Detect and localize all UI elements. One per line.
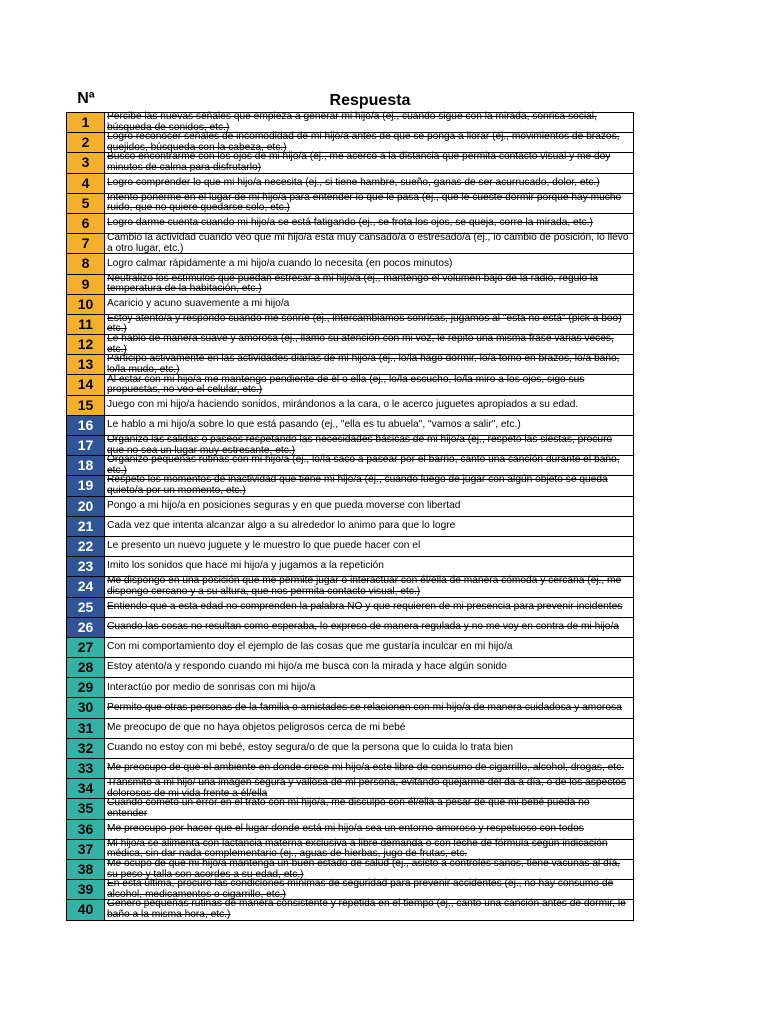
row-number: 11	[66, 315, 105, 334]
row-number: 21	[66, 517, 105, 536]
row-response-text	[105, 436, 634, 455]
row-number: 10	[66, 295, 105, 314]
response-text: Estoy atento/a y respondo cuando me sonríe (ej., intercambiamos sonrisas, jugamos al "esta no está" (pick a boo) etc.)	[107, 312, 622, 335]
row-number: 32	[66, 739, 105, 758]
table-row	[66, 779, 634, 799]
table-row	[66, 759, 634, 779]
response-text: Cuando las cosas no resultan como esperaba, lo expreso de manera regulada y no me voy en contra de mi hijo/a	[107, 621, 619, 633]
row-number: 2	[66, 133, 105, 152]
table-row	[66, 678, 634, 698]
row-response-text	[105, 174, 634, 193]
table-row	[66, 537, 634, 557]
table-row	[66, 133, 634, 153]
row-response-text	[105, 557, 634, 576]
row-response-text	[105, 900, 634, 919]
row-number: 30	[66, 698, 105, 717]
table-row	[66, 618, 634, 638]
response-text: Juego con mi hijo/a haciendo sonidos, mirándonos a la cara, o le acerco juguetes apropiados a su edad.	[107, 398, 579, 410]
row-response-text	[105, 476, 634, 495]
row-number: 36	[66, 820, 105, 839]
row-number: 24	[66, 577, 105, 596]
response-text: Con mi comportamiento doy el ejemplo de las cosas que me gustaría inculcar en mi hijo/a	[107, 641, 513, 653]
row-response-text	[105, 153, 634, 172]
table-row	[66, 396, 634, 416]
table-row	[66, 860, 634, 880]
row-number: 23	[66, 557, 105, 576]
response-text: Estoy atento/a y respondo cuando mi hijo/a me busca con la mirada y hace algún sonido	[107, 661, 507, 673]
row-response-text	[105, 618, 634, 637]
table-row	[66, 234, 634, 254]
response-text: Organizo las salidas o paseos respetando las necesidades básicas de mi hijo/a (ej., respeto las siestas, procuro que no sea un lugar muy estresante, etc.)	[107, 434, 613, 456]
row-number: 3	[66, 153, 105, 172]
row-response-text	[105, 234, 634, 253]
row-response-text	[105, 214, 634, 233]
row-number: 40	[66, 900, 105, 919]
table-row	[66, 799, 634, 819]
response-text: Interactúo por medio de sonrisas con mi hijo/a	[107, 681, 316, 693]
table-row	[66, 191, 634, 214]
response-text: Genero pequeñas rutinas de manera consistente y repetida en el tiempo (ej., canto una canción antes de dormir, le baño a la misma hora, etc.)	[107, 898, 626, 920]
row-number: 33	[66, 759, 105, 778]
table-row	[66, 837, 634, 860]
row-response-text	[105, 416, 634, 435]
response-text: Me preocupo de que el ambiente en donde crece mi hijo/a este libre de consumo de cigarrillo, alcohol, drogas, etc.	[107, 762, 625, 774]
row-number: 9	[66, 275, 105, 294]
row-response-text	[105, 759, 634, 778]
row-response-text	[105, 456, 634, 475]
table-row	[66, 557, 634, 577]
table-row	[66, 638, 634, 658]
response-text: Le hablo a mi hijo/a sobre lo que está pasando (ej., "ella es tu abuela", "vamos a salir", etc.)	[107, 419, 521, 431]
response-text: Logro comprender lo que mi hijo/a necesita (ej., si tiene hambre, sueño, ganas de ser acurrucado, dolor, etc.)	[107, 176, 600, 188]
row-number: 35	[66, 799, 105, 818]
row-number: 15	[66, 396, 105, 415]
number-column-header: Nª	[77, 90, 95, 107]
response-text: Cambio la actividad cuando veo que mi hijo/a esta muy cansado/a o estresado/a (ej., lo cambio de posición, lo llevo a otro lugar, etc.)	[107, 232, 629, 254]
table-row	[66, 335, 634, 355]
table-row	[66, 312, 634, 335]
row-number: 37	[66, 840, 105, 859]
row-number: 1	[66, 113, 105, 132]
response-text: Imito los sonidos que hace mi hijo/a y jugamos a la repetición	[107, 560, 384, 572]
response-text: Logro reconocer señales de incomodidad de mi hijo/a antes de que se ponga a llorar (ej., movimientos de brazos, quejidos, búsqueda con la cabeza, etc.)	[107, 131, 620, 153]
row-response-text	[105, 638, 634, 657]
row-response-text	[105, 295, 634, 314]
response-text: En esta última, procuro las condiciones mínimas de seguridad para prevenir accidentes (ej., no hay consumo de alcohol, medicamentos o cigarrillo, etc.)	[107, 878, 614, 900]
row-response-text	[105, 719, 634, 738]
row-response-text	[105, 375, 634, 394]
table-row	[66, 436, 634, 456]
table-row	[66, 375, 634, 395]
table-row	[66, 295, 634, 315]
row-response-text	[105, 355, 634, 374]
row-number: 18	[66, 456, 105, 475]
response-table	[66, 112, 634, 921]
row-number: 16	[66, 416, 105, 435]
table-row	[66, 598, 634, 618]
response-text: Le hablo de manera suave y amorosa (ej., llamo su atención con mi voz, le repito una misma frase varias veces, etc.)	[107, 333, 614, 355]
response-text: Cuando cometo un error en el trato con mi hijo/a, me disculpo con él/ella a pesar de que mi bebé pueda no entender	[107, 797, 590, 819]
table-row	[66, 658, 634, 678]
response-text: Me ocupo de que mi hijo/a mantenga un buen estado de salud (ej., asisto a controles sanos, tiene vacunas al día, su peso y talla son acordes a su edad, etc.)	[107, 858, 621, 880]
row-number: 25	[66, 598, 105, 617]
row-response-text	[105, 658, 634, 677]
row-number: 22	[66, 537, 105, 556]
table-row	[66, 254, 634, 274]
table-row	[66, 113, 634, 133]
row-number: 34	[66, 779, 105, 798]
row-response-text	[105, 820, 634, 839]
table-row	[66, 355, 634, 375]
row-response-text	[105, 335, 634, 354]
table-row	[66, 698, 634, 718]
row-number: 7	[66, 234, 105, 253]
response-text: Me dispongo en una posición que me permite jugar o interactuar con él/ella de manera cómoda y cercana (ej., me dispongo cercano y a su altura, que nos permita contacto visual, etc.)	[107, 575, 622, 597]
response-text: Permito que otras personas de la familia o amistades se relacionen con mi hijo/a de manera cuidadosa y amorosa	[107, 701, 622, 713]
response-text: Al estar con mi hijo/a me mantengo pendiente de él o ella (ej., lo/la escucho, lo/la miro a los ojos, sigo sus propuestas, no veo el celular, etc.)	[107, 373, 585, 396]
row-response-text	[105, 799, 634, 818]
table-row	[66, 577, 634, 597]
row-number: 8	[66, 254, 105, 273]
row-number: 39	[66, 880, 105, 899]
response-text: Percibe las nuevas señales que empieza a generar mi hijo/a (ej., cuando sigue con la mirada, sonrisa social, búsqueda de sonidos, etc.)	[107, 111, 597, 133]
response-text: Organizo pequeñas rutinas con mi hijo/a (ej., lo/la saco a pasear por el barrio, canto una canción durante el baño, etc.)	[107, 454, 620, 476]
row-number: 26	[66, 618, 105, 637]
response-text: Respeto los momentos de inactividad que tiene mi hijo/a (ej., cuando luego de jugar con algún objeto se queda quieto/a por un momento, etc.)	[107, 474, 608, 496]
response-text: Entiendo que a esta edad no comprenden la palabra NO y que requieren de mi presencia para prevenir incidentes	[107, 600, 623, 612]
table-row	[66, 517, 634, 537]
row-response-text	[105, 254, 634, 273]
response-text: Busco encontrarme con los ojos de mi hijo/a (ej., me acerco a la distancia que permita contacto visual y me doy minutos de calma para disfrutarlo)	[107, 151, 611, 173]
row-number: 14	[66, 375, 105, 394]
row-response-text	[105, 598, 634, 617]
table-row	[66, 900, 634, 920]
row-response-text	[105, 517, 634, 536]
row-number: 38	[66, 860, 105, 879]
row-response-text	[105, 678, 634, 697]
row-number: 17	[66, 436, 105, 455]
row-response-text	[105, 497, 634, 516]
response-text: Pongo a mi hijo/a en posiciones seguras y en que pueda moverse con libertad	[107, 499, 461, 511]
row-response-text	[105, 739, 634, 758]
table-row	[66, 719, 634, 739]
table-row	[66, 497, 634, 517]
response-text: Me preocupo de que no haya objetos peligrosos cerca de mi bebé	[107, 721, 406, 733]
row-number: 13	[66, 355, 105, 374]
table-row	[66, 880, 634, 900]
row-response-text	[105, 837, 634, 860]
row-response-text	[105, 577, 634, 596]
response-text: Logro calmar rápidamente a mi hijo/a cuando lo necesita (en pocos minutos)	[107, 257, 453, 269]
row-number: 6	[66, 214, 105, 233]
row-number: 27	[66, 638, 105, 657]
row-response-text	[105, 779, 634, 798]
table-row	[66, 214, 634, 234]
table-row	[66, 456, 634, 476]
row-number: 5	[66, 194, 105, 213]
table-row	[66, 476, 634, 496]
table-header	[66, 90, 634, 110]
table-row	[66, 174, 634, 194]
row-number: 29	[66, 678, 105, 697]
row-number: 12	[66, 335, 105, 354]
row-response-text	[105, 698, 634, 717]
row-response-text	[105, 272, 634, 295]
response-text: Le presento un nuevo juguete y le muestro lo que puede hacer con el	[107, 540, 421, 552]
row-response-text	[105, 133, 634, 152]
table-row	[66, 272, 634, 295]
row-response-text	[105, 860, 634, 879]
row-number: 31	[66, 719, 105, 738]
row-number: 19	[66, 476, 105, 495]
row-number: 20	[66, 497, 105, 516]
table-row	[66, 153, 634, 173]
table-row	[66, 416, 634, 436]
response-text: Logro darme cuenta cuando mi hijo/a se está fatigando (ej., se frota los ojos, se queja, corre la mirada, etc.)	[107, 217, 593, 229]
response-text: Participo activamente en las actividades diarias de mi hijo/a (ej., lo/la hago dormir, lo/a tomo en brazos, lo/a baño, lo/la mudo, etc.)	[107, 353, 620, 375]
row-number: 4	[66, 174, 105, 193]
row-number: 28	[66, 658, 105, 677]
response-text: Neutralizo los estímulos que puedan estresar a mi hijo/a (ej., mantengo el volumen bajo de la radio, regulo la temperatura de la habitación, etc.)	[107, 272, 598, 295]
response-column-header: Respuesta	[329, 92, 411, 109]
row-response-text	[105, 113, 634, 132]
response-text: Transmito a mi hijo/ una imagen segura y valiosa de mi persona, evitando quejarme del da a día, o de los aspectos dolorosos de mi vida frente a él/ella	[107, 777, 626, 799]
response-text: Acaricio y acuno suavemente a mi hijo/a	[107, 298, 290, 310]
row-response-text	[105, 396, 634, 415]
row-response-text	[105, 312, 634, 335]
row-response-text	[105, 880, 634, 899]
response-text: Intento ponerme en el lugar de mi hijo/a para entender lo que le pasa (ej., que le cueste dormir porque hay mucho ruido, que no quiere quedarse solo, etc.)	[107, 191, 622, 214]
table-row	[66, 739, 634, 759]
response-text: Cuando no estoy con mi bebé, estoy segura/o de que la persona que lo cuida lo trata bien	[107, 742, 514, 754]
response-text: Mi hijo/a se alimenta con lactancia materna exclusiva a libre demanda o con leche de fórmula según indicación médica, sin dar nada complementario (ej., aguas de hierbas, jugo de frutas, etc.	[107, 837, 608, 860]
response-text: Cada vez que intenta alcanzar algo a su alrededor lo animo para que lo logre	[107, 520, 456, 532]
response-text: Me preocupo por hacer que el lugar donde está mi hijo/a sea un entorno amoroso y respetuoso con todos	[107, 822, 584, 834]
table-row	[66, 820, 634, 840]
row-response-text	[105, 191, 634, 214]
row-response-text	[105, 537, 634, 556]
